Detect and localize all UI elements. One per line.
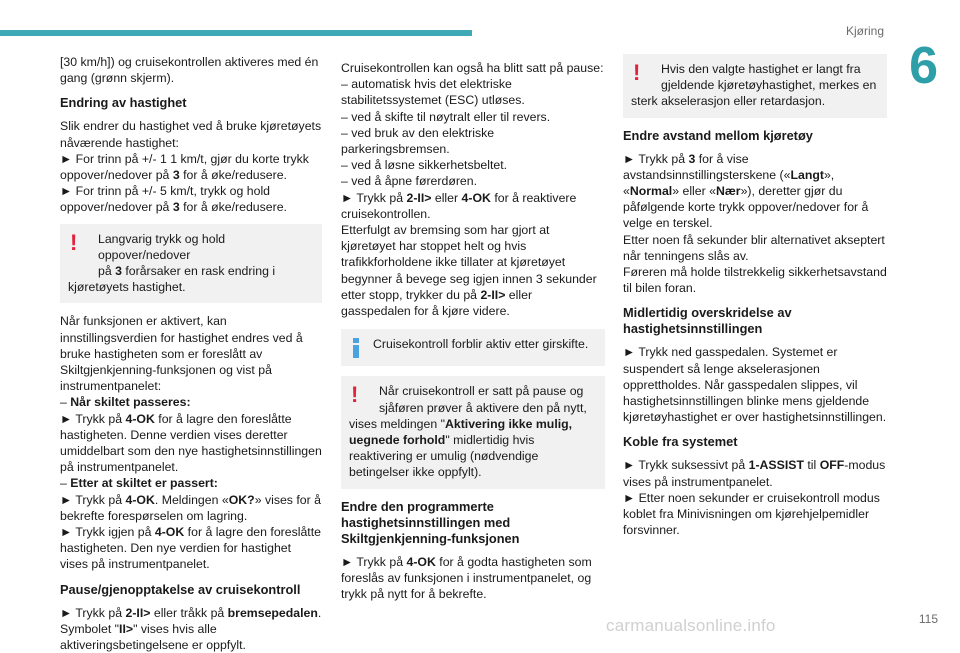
section-title: Kjøring [845, 24, 884, 38]
heading-distance: Endre avstand mellom kjøretøy [623, 127, 813, 143]
step: ► Trykk ned gasspedalen. Systemet er suspendert så lenge akselerasjonen opprettholdes. Når gasspedalen slippes, vil hastighetsinnstillingen blinke mens gjeldende kjøretøyhastighet er over hastighetsinnstillingen. [623, 345, 887, 425]
info-icon [353, 338, 359, 358]
heading-temporary-override: Midlertidig overskridelse av hastighetsinnstillingen [623, 305, 792, 337]
paragraph: Når funksjonen er aktivert, kan innstillingsverdien for hastighet endres ved å bruke hastigheten som er foreslått av Skiltgjenkjenning-funksjonen og vist på instrumentpanelet: [60, 314, 303, 394]
column-3 [623, 54, 887, 538]
warning-icon: ! [351, 382, 359, 408]
step: ► Trykk på 4-OK for å godta hastigheten som foreslås av funksjonen i instrumentpanelet, og trykk på nytt for å bekrefte. [341, 554, 592, 602]
step: ► Trykk suksessivt på 1-ASSIST til OFF-modus vises på instrumentpanelet. [623, 458, 886, 489]
step: ► Trykk igjen på 4-OK for å lagre den foreslåtte hastigheten. Den nye verdien for hastighet vises på instrumentpanelet. [60, 525, 321, 572]
dash-item: – ved å løsne sikkerhetsbeltet. [341, 158, 508, 173]
step: ► Trykk på 4-OK. Meldingen «OK?» vises for å bekrefte forespørselen om lagring. [60, 492, 321, 523]
paragraph: Cruisekontrollen kan også ha blitt satt på pause: [341, 61, 604, 75]
warning-icon: ! [70, 229, 78, 255]
dash-item: – ved bruk av den elektriske parkeringsbremsen. [341, 125, 495, 157]
column-2 [341, 60, 605, 602]
dash-item: – Når skiltet passeres: [60, 395, 191, 410]
paragraph: Etter noen få sekunder blir alternativet akseptert når tenningens slås av. [623, 232, 885, 263]
header-accent-bar [0, 30, 472, 36]
heading-disconnect: Koble fra systemet [623, 434, 738, 450]
dash-item: – Etter at skiltet er passert: [60, 476, 218, 491]
chapter-number: 6 [909, 37, 938, 95]
paragraph: Slik endrer du hastighet ved å bruke kjøretøyets nåværende hastighet: [60, 119, 322, 150]
step: ► For trinn på +/- 5 km/t, trykk og hold oppover/nedover på 3 for å øke/redusere. [60, 184, 287, 215]
paragraph: [30 km/h]) og cruisekontrollen aktiveres med én gang (grønn skjerm). [60, 55, 319, 86]
dash-item: – automatisk hvis det elektriske stabilitetssystemet (ESC) utløses. [341, 77, 525, 108]
step: ► Trykk på 2-II> eller 4-OK for å reaktivere cruisekontrollen. [341, 190, 577, 221]
warning-note: ! Langvarig trykk og hold oppover/nedover på 3 forårsaker en rask endring i kjøretøyets hastighet. [60, 224, 322, 304]
step: ► Etter noen sekunder er cruisekontroll modus koblet fra Minivisningen om kjørehjelpemidler forsvinner. [623, 490, 880, 538]
watermark: carmanualsonline.info [606, 616, 776, 635]
heading-pause: Pause/gjenopptakelse av cruisekontroll [60, 581, 301, 597]
warning-note: ! Når cruisekontroll er satt på pause og sjåføren prøver å aktivere den på nytt, vises meldingen "Aktivering ikke mulig, uegnede forhold" midlertidig hvis reaktivering er umulig (nødvendige betingelser ikke oppfylt). [341, 376, 605, 488]
info-note: Cruisekontroll forblir aktiv etter girskifte. [341, 329, 605, 366]
dash-item: – ved å skifte til nøytralt eller til revers. [341, 109, 551, 124]
dash-item: – ved å åpne førerdøren. [341, 174, 478, 189]
paragraph: Etterfulgt av bremsing som har gjort at kjøretøyet har stoppet helt og hvis trafikkforholdene ikke tillater at kjøretøyet begynner å bevege seg igjen innen 3 sekunder etter stopp, trykker du på 2-II> eller gasspedalen for å kjøre videre. [341, 223, 597, 319]
step: ► For trinn på +/- 1 1 km/t, gjør du korte trykk oppover/nedover på 3 for å øke/redusere. [60, 151, 309, 183]
page-number: 115 [918, 612, 938, 626]
step: ► Trykk på 3 for å vise avstandsinnstillingsterskene («Langt», «Normal» eller «Nær»), deretter gjør du påfølgende korte trykk oppover/nedover for å velge en terskel. [623, 151, 869, 231]
heading-endring-av-hastighet: Endring av hastighet [60, 95, 187, 111]
paragraph: Føreren må holde tilstrekkelig sikkerhetsavstand til bilen foran. [623, 265, 887, 296]
warning-icon: ! [633, 60, 641, 85]
step: ► Trykk på 2-II> eller tråkk på bremsepedalen. Symbolet "II>" vises hvis alle aktiveringsbetingelsene er oppfylt. [60, 605, 322, 653]
warning-note: ! Hvis den valgte hastighet er langt fra gjeldende kjøretøyhastighet, merkes en sterk akselerasjon eller retardasjon. [623, 54, 887, 118]
step: ► Trykk på 4-OK for å lagre den foreslåtte hastigheten. Denne verdien vises deretter umiddelbart som den nye hastighetsinnstillingen på instrumentpanelet. [60, 411, 322, 475]
column-1 [60, 54, 322, 653]
heading-programmed-speed: Endre den programmerte hastighetsinnstillingen med Skiltgjenkjenning-funksjonen [341, 498, 520, 546]
